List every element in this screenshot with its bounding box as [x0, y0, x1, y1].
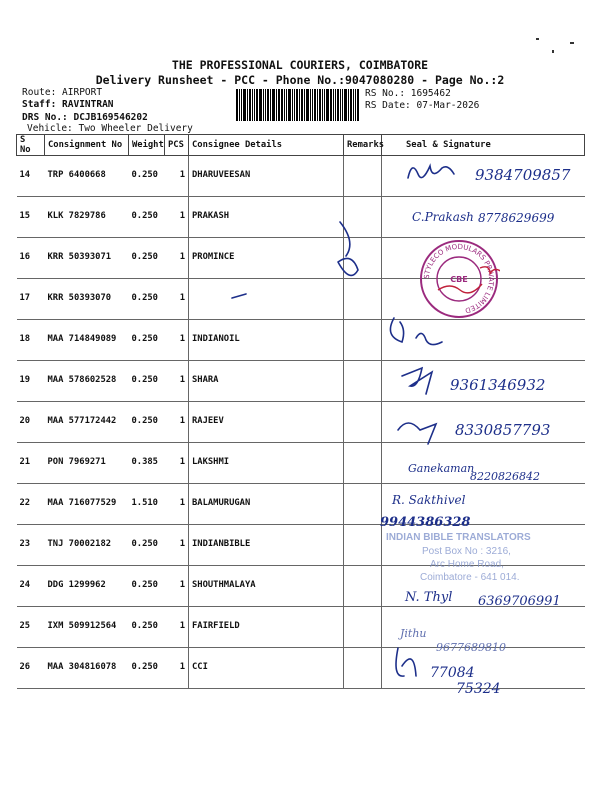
stamp-line: Post Box No : 3216, [422, 546, 511, 557]
cell-pcs: 1 [165, 197, 189, 238]
signature-stroke [338, 258, 358, 275]
cell-consignment: DDG 1299962 [45, 566, 129, 607]
drs-number: DRS No.: DCJB169546202 [22, 112, 148, 123]
cell-sno: 26 [17, 648, 45, 689]
cell-weight: 0.250 [129, 279, 165, 320]
stamp-line: INDIAN BIBLE TRANSLATORS [386, 532, 531, 543]
cell-consignment: MAA 716077529 [45, 484, 129, 525]
cell-sno: 18 [17, 320, 45, 361]
cell-pcs: 1 [165, 525, 189, 566]
cell-pcs: 1 [165, 443, 189, 484]
cell-consignee: FAIRFIELD [189, 607, 344, 648]
cell-weight: 0.250 [129, 607, 165, 648]
cell-consignee: SHOUTHMALAYA [189, 566, 344, 607]
col-header-consignee: Consignee Details [189, 135, 344, 156]
handwritten-number: 75324 [456, 681, 501, 697]
cell-weight: 0.250 [129, 156, 165, 197]
cell-sno: 15 [17, 197, 45, 238]
cell-sno: 19 [17, 361, 45, 402]
col-header-weight: Weight [129, 135, 165, 156]
cell-weight: 0.250 [129, 566, 165, 607]
cell-consignment: TRP 6400668 [45, 156, 129, 197]
scan-speck [552, 50, 554, 53]
cell-pcs: 1 [165, 402, 189, 443]
cell-consignee: RAJEEV [189, 402, 344, 443]
signature-stroke [402, 368, 432, 394]
cell-weight: 0.250 [129, 320, 165, 361]
signature-stroke [396, 648, 404, 676]
handwritten-phone: 9677689810 [436, 641, 506, 654]
cell-consignment: KLK 7829786 [45, 197, 129, 238]
vehicle-label: Vehicle: Two Wheeler Delivery [27, 123, 193, 134]
route-label: Route: AIRPORT [22, 87, 103, 98]
cell-sno: 16 [17, 238, 45, 279]
cell-consignment: KRR 50393071 [45, 238, 129, 279]
cell-pcs: 1 [165, 566, 189, 607]
col-header-remarks: Remarks [344, 135, 382, 156]
handwritten-name: R. Sakthivel [392, 493, 466, 507]
cell-consignment: IXM 509912564 [45, 607, 129, 648]
signature-stroke [390, 318, 403, 342]
cell-consignee: LAKSHMI [189, 443, 344, 484]
cell-consignee: SHARA [189, 361, 344, 402]
cell-weight: 0.250 [129, 525, 165, 566]
cell-sno: 20 [17, 402, 45, 443]
handwritten-name: Jithu [400, 627, 427, 640]
cell-sno: 25 [17, 607, 45, 648]
signature-stroke [408, 166, 454, 178]
cell-sno: 23 [17, 525, 45, 566]
runsheet-subtitle: Delivery Runsheet - PCC - Phone No.:9047080280 - Page No.:2 [95, 73, 505, 87]
signature-stroke [416, 333, 442, 344]
cell-consignee: INDIANBIBLE [189, 525, 344, 566]
cell-weight: 0.385 [129, 443, 165, 484]
cell-consignment: PON 7969271 [45, 443, 129, 484]
cell-sno: 24 [17, 566, 45, 607]
cell-weight: 0.250 [129, 648, 165, 689]
cell-sno: 14 [17, 156, 45, 197]
cell-weight: 0.250 [129, 361, 165, 402]
cell-consignment: KRR 50393070 [45, 279, 129, 320]
company-seal-icon [418, 238, 500, 320]
stamp-line: Arc Home Road, [430, 559, 504, 570]
cell-weight: 1.510 [129, 484, 165, 525]
cell-sno: 17 [17, 279, 45, 320]
handwritten-name: C.Prakash [412, 210, 474, 224]
cell-consignment: MAA 578602528 [45, 361, 129, 402]
cell-consignment: MAA 304816078 [45, 648, 129, 689]
cell-consignment: TNJ 70002182 [45, 525, 129, 566]
handwritten-phone: 8330857793 [455, 421, 551, 439]
cell-pcs: 1 [165, 156, 189, 197]
cell-pcs: 1 [165, 238, 189, 279]
signature-stroke [340, 222, 350, 256]
cell-pcs: 1 [165, 484, 189, 525]
seal-center-text: CBE [450, 275, 468, 284]
rs-date: RS Date: 07-Mar-2026 [365, 100, 480, 111]
cell-weight: 0.250 [129, 402, 165, 443]
cell-pcs: 1 [165, 279, 189, 320]
handwritten-phone: 6369706991 [478, 594, 561, 609]
col-header-pcs: PCS [165, 135, 189, 156]
signature-stroke [398, 423, 436, 444]
stamp-line: Coimbatore - 641 014. [420, 572, 520, 583]
col-header-signature: Seal & Signature [382, 135, 585, 156]
cell-sno: 22 [17, 484, 45, 525]
col-header-sno: S No [17, 135, 45, 156]
handwritten-number: 77084 [430, 665, 475, 681]
cell-pcs: 1 [165, 361, 189, 402]
cell-consignment: MAA 577172442 [45, 402, 129, 443]
cell-sno: 21 [17, 443, 45, 484]
cell-consignee: PROMINCE [189, 238, 344, 279]
seal-ring-text: STYLECO MODULARS PRIVATE LIMITED [422, 242, 496, 315]
handwritten-phone: 9361346932 [450, 376, 546, 394]
scan-speck [570, 42, 574, 44]
cell-pcs: 1 [165, 607, 189, 648]
col-header-consignment: Consignment No [45, 135, 129, 156]
scan-speck [536, 38, 539, 40]
signature-stroke [402, 659, 416, 676]
cell-weight: 0.250 [129, 197, 165, 238]
cell-pcs: 1 [165, 648, 189, 689]
handwritten-name: Ganekaman [408, 462, 475, 475]
handwritten-phone: 8778629699 [478, 211, 555, 225]
cell-weight: 0.250 [129, 238, 165, 279]
cell-consignee: INDIANOIL [189, 320, 344, 361]
cell-pcs: 1 [165, 320, 189, 361]
cell-consignee: BALAMURUGAN [189, 484, 344, 525]
cell-consignee: CCI [189, 648, 344, 689]
signature-stroke [232, 294, 246, 298]
handwritten-phone: 8220826842 [470, 470, 540, 483]
cell-consignee: DHARUVEESAN [189, 156, 344, 197]
handwritten-name: N. Thyl [405, 590, 453, 605]
cell-consignee: PRAKASH [189, 197, 344, 238]
cell-consignment: MAA 714849089 [45, 320, 129, 361]
handwritten-phone: 9944386328 [380, 515, 471, 530]
staff-label: Staff: RAVINTRAN [22, 99, 114, 110]
company-title: THE PROFESSIONAL COURIERS, COIMBATORE [171, 58, 429, 72]
handwritten-phone: 9384709857 [475, 166, 571, 184]
rs-number: RS No.: 1695462 [365, 88, 451, 99]
